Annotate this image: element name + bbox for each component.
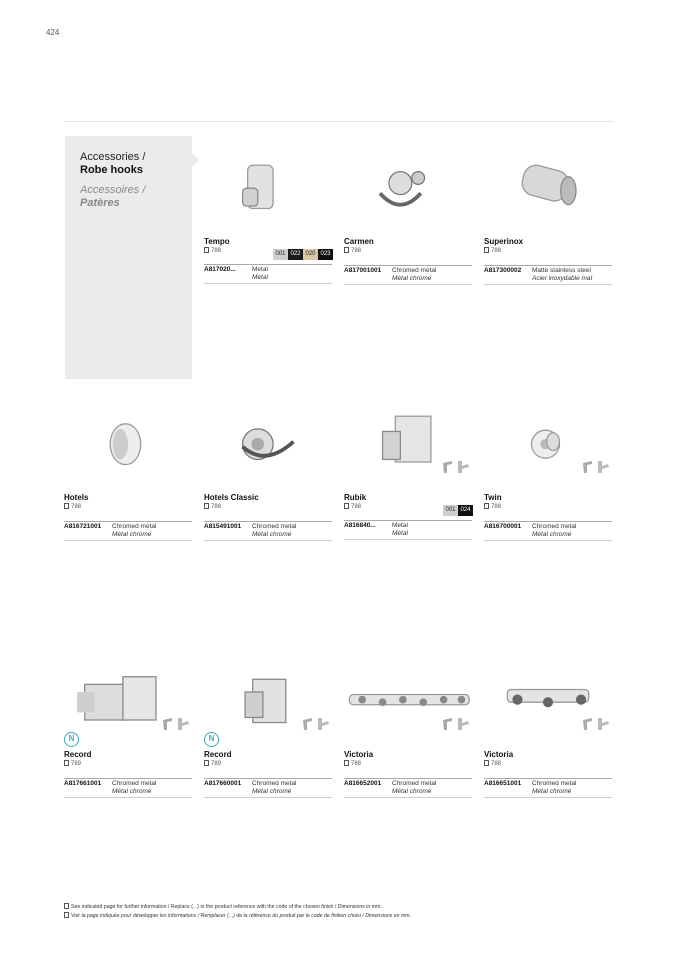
material-fr: Métal chromé [112, 531, 152, 538]
spec-row [64, 521, 192, 541]
footnote-fr: Voir la page indiquée pour développer les informations / Remplacer (...) de la référence du produit par le code de finition choisi / Dimensions en mm. [64, 912, 411, 921]
product-name: Rubik [344, 493, 367, 502]
product-name: Record [204, 750, 232, 759]
page-reference: 788 [344, 503, 361, 510]
page-reference-icon [204, 760, 209, 766]
page-reference: 788 [64, 503, 81, 510]
product-code: A816652001 [344, 780, 382, 787]
product-image [204, 406, 332, 496]
product-code: A817001001 [344, 267, 382, 274]
material-fr: Métal chromé [532, 531, 572, 538]
page-reference-icon [64, 903, 69, 909]
product-name: Hotels Classic [204, 493, 259, 502]
material-en: Chromed metal [252, 780, 297, 787]
spec-row [484, 265, 612, 285]
page-reference: 789 [64, 760, 81, 767]
product-code: A817660001 [204, 780, 242, 787]
page-reference-icon [64, 760, 69, 766]
material-fr: Acier inoxydable mat [532, 275, 593, 282]
product-image [64, 664, 192, 754]
page-reference-icon [344, 247, 349, 253]
finish-swatch: 024 [458, 505, 473, 516]
finish-swatches [273, 249, 333, 260]
top-divider [64, 121, 613, 122]
material-en: Chromed metal [112, 780, 157, 787]
product-image [344, 150, 472, 240]
material-fr: Métal chromé [532, 788, 572, 795]
page-reference: 788 [484, 760, 501, 767]
product-name: Victoria [484, 750, 514, 759]
footnote-en: See indicated page for further information / Replace (...) in the product reference with the code of the chosen finish / Dimensions in mm. [64, 903, 411, 912]
page-reference: 788 [344, 760, 361, 767]
product-name: Victoria [344, 750, 374, 759]
page-reference-icon [344, 760, 349, 766]
spec-row [64, 778, 192, 798]
mounting-icon [440, 714, 472, 734]
page-reference-icon [484, 760, 489, 766]
material-fr: Métal chromé [392, 788, 432, 795]
finish-swatches [443, 505, 473, 516]
product-code: A817020... [204, 266, 236, 273]
spec-row [484, 521, 612, 541]
material-en: Metal [252, 266, 268, 273]
product-image [204, 664, 332, 754]
material-fr: Métal chromé [252, 531, 292, 538]
product-name: Hotels [64, 493, 89, 502]
spec-row [204, 264, 332, 284]
page-reference: 788 [344, 247, 361, 254]
product-name: Carmen [344, 237, 374, 246]
product-name: Superinox [484, 237, 524, 246]
category-panel [65, 136, 192, 379]
spec-row [484, 778, 612, 798]
product-name: Record [64, 750, 92, 759]
page-reference-icon [484, 247, 489, 253]
spec-row [344, 265, 472, 285]
finish-swatch: 023 [318, 249, 333, 260]
page-number: 424 [46, 28, 60, 37]
material-en: Chromed metal [112, 523, 157, 530]
mounting-icon [440, 457, 472, 477]
page-reference-icon [204, 247, 209, 253]
mounting-icon [580, 457, 612, 477]
page-reference-icon [344, 503, 349, 509]
page-reference-icon [484, 503, 489, 509]
material-fr: Métal chromé [252, 788, 292, 795]
material-en: Matte stainless steel [532, 267, 591, 274]
material-en: Chromed metal [392, 267, 437, 274]
material-en: Chromed metal [532, 780, 577, 787]
product-code: A815491001 [204, 523, 242, 530]
page-reference-icon [204, 503, 209, 509]
category-subtitle-fr: Patères [80, 197, 120, 209]
footnotes [64, 903, 411, 921]
product-name: Twin [484, 493, 502, 502]
material-fr: Métal [392, 530, 408, 537]
material-en: Chromed metal [532, 523, 577, 530]
product-code: A817300002 [484, 267, 522, 274]
product-code: A816840... [344, 522, 376, 529]
product-image [484, 664, 612, 754]
page-reference-icon [64, 503, 69, 509]
page-reference: 788 [204, 247, 221, 254]
product-image [64, 406, 192, 496]
material-en: Chromed metal [252, 523, 297, 530]
product-image [344, 406, 472, 496]
new-badge: N [204, 732, 219, 747]
product-image [484, 150, 612, 240]
new-badge: N [64, 732, 79, 747]
material-en: Metal [392, 522, 408, 529]
product-code: A816700001 [484, 523, 522, 530]
product-image [484, 406, 612, 496]
product-image [344, 664, 472, 754]
finish-swatch: 022 [288, 249, 303, 260]
spec-row [204, 521, 332, 541]
category-title-fr: Accessoires / [80, 184, 146, 196]
page-reference: 788 [484, 503, 501, 510]
material-fr: Métal chromé [112, 788, 152, 795]
page-reference-icon [64, 912, 69, 918]
page-reference: 789 [204, 760, 221, 767]
product-code: A816721001 [64, 523, 102, 530]
mounting-icon [300, 714, 332, 734]
product-code: A816651001 [484, 780, 522, 787]
page-reference: 788 [204, 503, 221, 510]
spec-row [344, 520, 472, 540]
finish-swatch: 001 [273, 249, 288, 260]
material-fr: Métal [252, 274, 268, 281]
mounting-icon [580, 714, 612, 734]
category-title-en: Accessories / [80, 151, 146, 163]
finish-swatch: 001 [443, 505, 458, 516]
spec-row [344, 778, 472, 798]
product-code: A817661001 [64, 780, 102, 787]
page-reference: 788 [484, 247, 501, 254]
material-fr: Métal chromé [392, 275, 432, 282]
category-subtitle-en: Robe hooks [80, 164, 143, 176]
product-image [204, 150, 332, 240]
finish-swatch: 020 [303, 249, 318, 260]
spec-row [204, 778, 332, 798]
material-en: Chromed metal [392, 780, 437, 787]
product-name: Tempo [204, 237, 230, 246]
mounting-icon [160, 714, 192, 734]
